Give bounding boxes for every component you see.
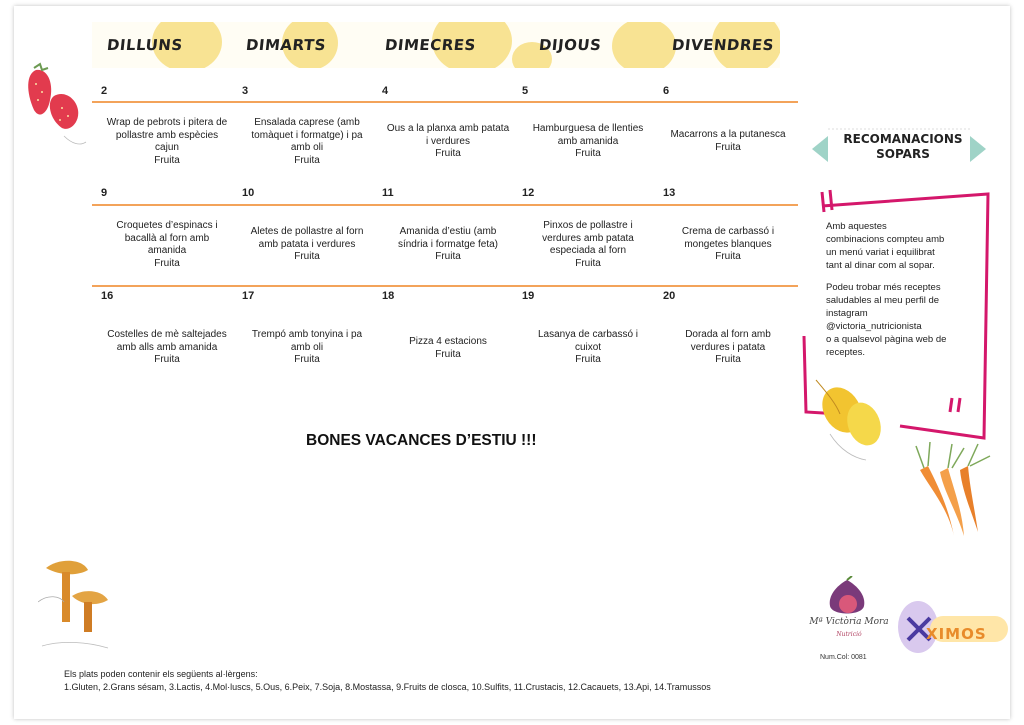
sidebar-paragraph-2: Podeu trobar més receptes saludables al meu perfil de instagram @victoria_nutricionista o a qualsevol pàgina web de receptes. [826, 282, 947, 358]
week-divider-3 [92, 285, 798, 287]
meal-cell: Costelles de mè saltejades amb alls amb amanida Fruita [107, 329, 227, 365]
mushroom-icon [38, 556, 128, 650]
date-number: 2 [101, 85, 108, 97]
meal-cell: Lasanya de carbassó i cuixot Fruita [537, 329, 639, 365]
day-header-monday: DILLUNS [106, 36, 184, 54]
num-col: Num.Col: 0081 [820, 654, 867, 661]
date-number: 18 [382, 290, 395, 302]
date-number: 5 [522, 85, 529, 97]
sidebar-title: RECOMANACIONS SOPARS [843, 132, 963, 161]
day-header-wednesday: DIMECRES [384, 36, 477, 54]
meal-cell: Croquetes d’espinacs i bacallà al forn amb amanida Fruita [116, 220, 218, 269]
day-header-friday: DIVENDRES [671, 36, 775, 54]
date-number: 11 [382, 187, 394, 199]
date-number: 19 [522, 290, 535, 302]
fig-icon [822, 576, 872, 620]
meal-cell: Ensalada caprese (amb tomàquet i formatge) i pa amb oli Fruita [251, 117, 363, 166]
date-number: 16 [101, 290, 114, 302]
date-number: 20 [663, 290, 676, 302]
date-number: 12 [522, 187, 535, 199]
sidebar-paragraph-1: Amb aquestes combinacions compteu amb un menú variat i equilibrat tant al dinar com al sopar. [826, 221, 945, 271]
date-number: 13 [663, 187, 676, 199]
meal-cell: Amanida d’estiu (amb síndria i formatge feta) Fruita [397, 226, 499, 262]
week-divider-1 [92, 101, 798, 103]
meal-cell: Pinxos de pollastre i verdures amb patata especiada al forn Fruita [542, 220, 634, 269]
date-number: 4 [382, 85, 389, 97]
sidebar-text [826, 220, 972, 368]
vacation-title: BONES VACANCES D’ESTIU !!! [306, 432, 537, 449]
meal-cell: Wrap de pebrots i pitera de pollastre amb espècies cajun Fruita [106, 117, 228, 166]
nutritionist-logo-subtitle: Nutrició [836, 631, 862, 638]
lemon-icon [810, 374, 890, 464]
meal-cell: Aletes de pollastre al forn amb patata i verdures Fruita [250, 226, 364, 262]
date-number: 3 [242, 85, 249, 97]
date-number: 10 [242, 187, 255, 199]
allergen-list: 1.Gluten, 2.Grans sésam, 3.Lactis, 4.Mol·luscs, 5.Ous, 6.Peix, 7.Soja, 8.Mostassa, 9.Fruits de closca, 10.Sulfits, 11.Crustacis, 12.Cacauets, 13.Api, 14.Tramussos [64, 682, 711, 692]
allergen-intro: Els plats poden contenir els següents al·lèrgens: [64, 669, 258, 679]
meal-cell: Dorada al forn amb verdures i patata Fruita [685, 329, 771, 365]
date-number: 6 [663, 85, 670, 97]
day-header-tuesday: DIMARTS [245, 36, 327, 54]
ximos-logo-text: XIMOS [926, 625, 987, 643]
week-divider-2 [92, 204, 798, 206]
day-header-thursday: DIJOUS [538, 36, 603, 54]
meal-cell: Crema de carbassó i mongetes blanques Fruita [681, 226, 775, 262]
meal-cell: Hamburguesa de llenties amb amanida Fruita [532, 123, 644, 159]
strawberry-icon [24, 62, 94, 150]
meal-cell: Macarrons a la putanesca Fruita [670, 129, 786, 153]
meal-cell: Pizza 4 estacions Fruita [409, 336, 487, 360]
date-number: 17 [242, 290, 255, 302]
date-number: 9 [101, 187, 108, 199]
nutritionist-logo-text: Mª Victòria Mora [809, 617, 889, 627]
meal-cell: Trempó amb tonyina i pa amb oli Fruita [251, 329, 363, 365]
carrot-icon [908, 436, 1008, 546]
meal-cell: Ous a la planxa amb patata i verdures Fruita [386, 123, 510, 159]
